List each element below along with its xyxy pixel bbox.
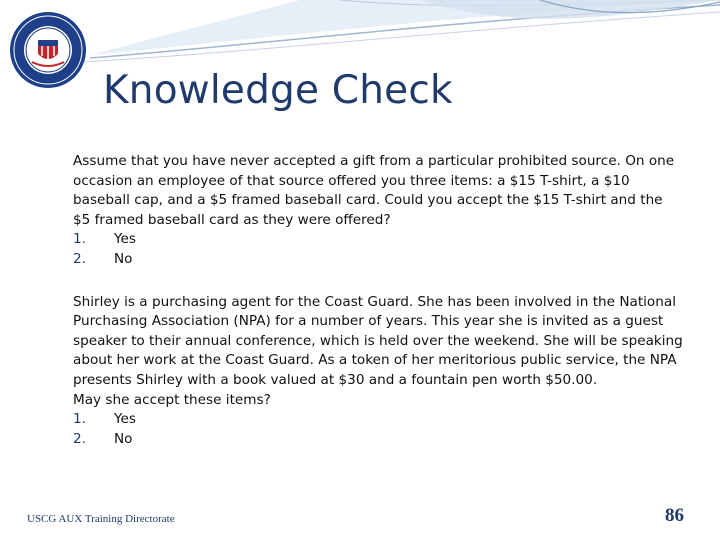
question-1-option-2 [73, 250, 683, 270]
page-number: 86 [665, 505, 684, 526]
footer-organization: USCG AUX Training Directorate [27, 513, 175, 525]
question-1-text: Assume that you have never accepted a gift from a particular prohibited source. On one occasion an employee of that source offered you three items: a $15 T-shirt, a $10 baseball cap, and a $5 framed baseball card. Could you accept the $15 T-shirt and the $5 framed baseball card as they were offered? [73, 153, 675, 228]
question-2-text: Shirley is a purchasing agent for the Coast Guard. She has been involved in the National Purchasing Association (NPA) for a number of years. This year she is invited as a guest speaker to their annual conference, which is held over the weekend. She will be speaking about her work at the Coast Guard. As a token of her meritorious public service, the NPA presents Shirley with a book valued at $30 and a fountain pen worth $50.00. [73, 293, 683, 388]
option-number: 2. [73, 250, 86, 267]
option-label: No [114, 430, 133, 447]
option-number: 1. [73, 411, 86, 428]
option-number: 1. [73, 231, 86, 248]
slide-title: Knowledge Check [103, 68, 453, 113]
question-2-option-2 [73, 430, 683, 450]
uscg-auxiliary-seal-icon [8, 10, 88, 90]
spacer [73, 270, 683, 293]
question-1-option-1 [73, 230, 683, 250]
question-2-option-1 [73, 410, 683, 430]
question-2-prompt: May she accept these items? [73, 391, 271, 408]
option-number: 2. [73, 430, 86, 447]
option-label: Yes [114, 411, 136, 428]
option-label: No [114, 250, 133, 267]
slide-content [73, 152, 683, 449]
option-label: Yes [114, 231, 136, 248]
